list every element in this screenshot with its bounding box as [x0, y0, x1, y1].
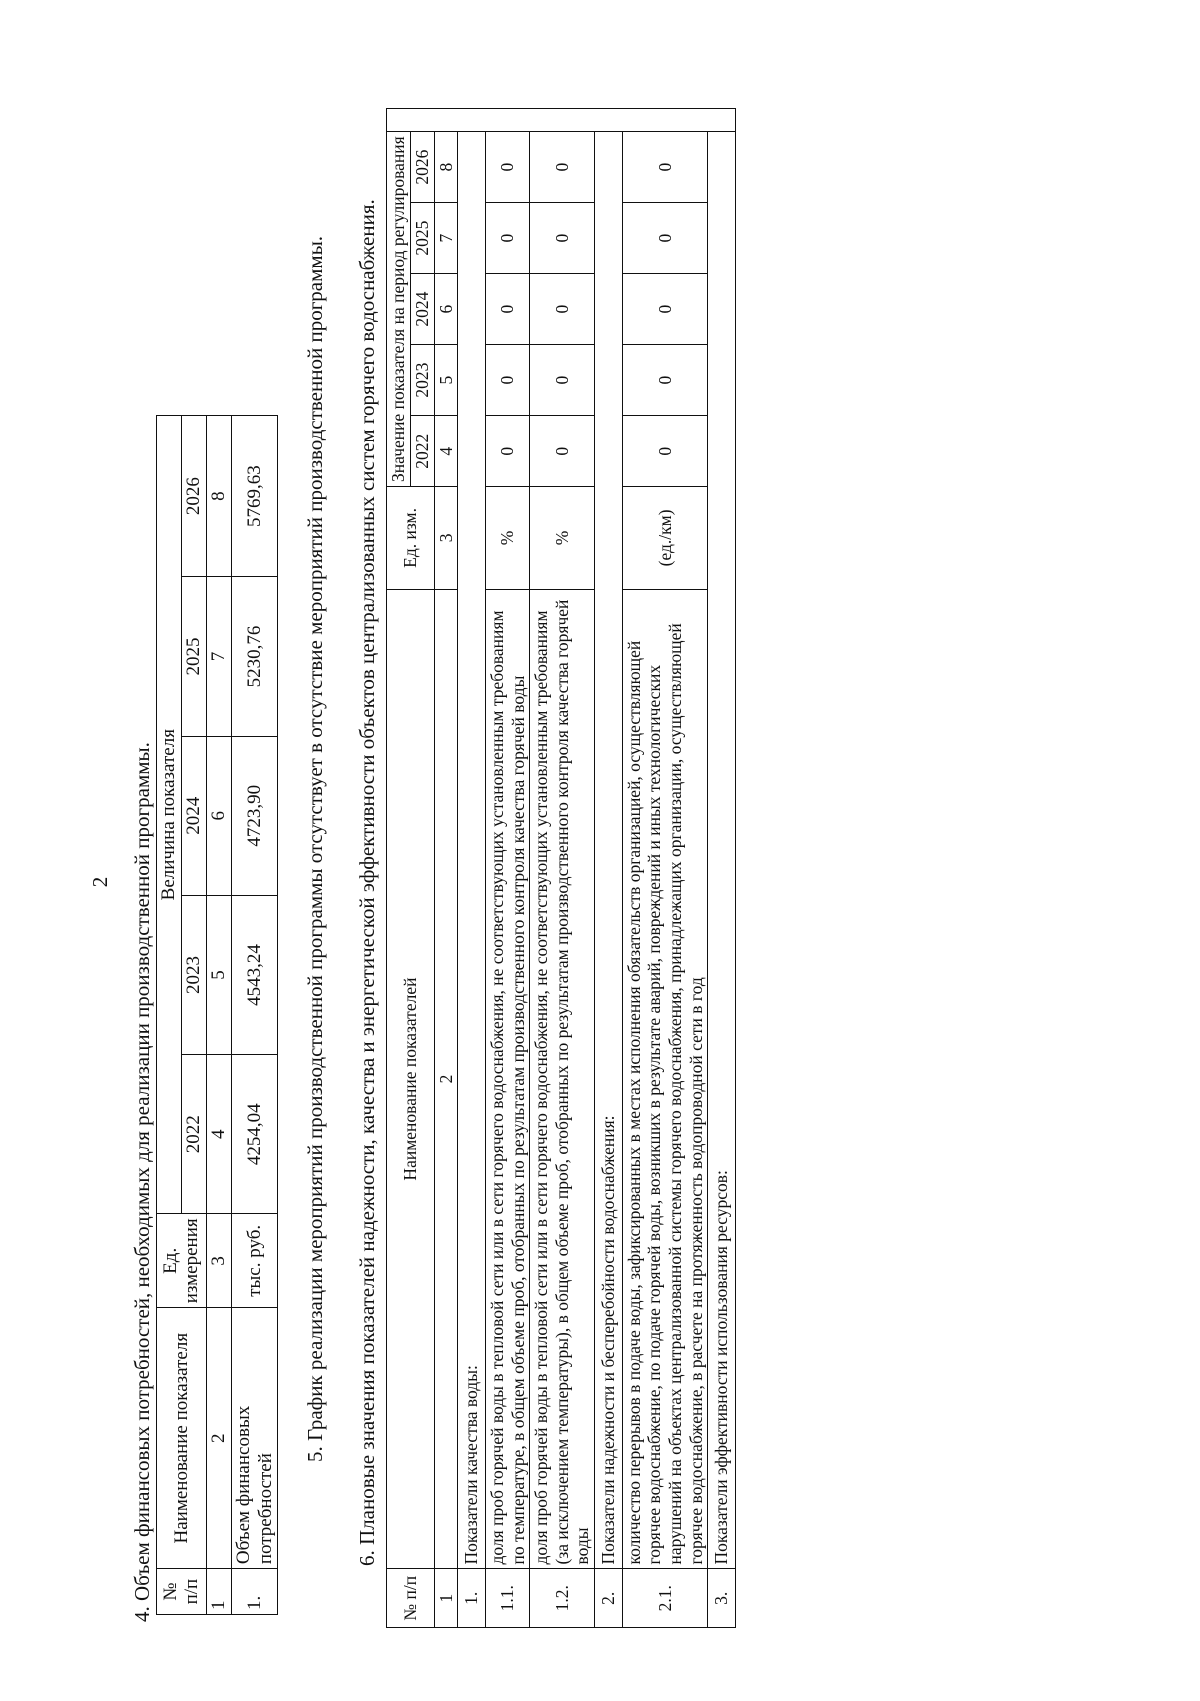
- row-value: 0: [485, 132, 529, 203]
- header-name: Наименование показателя: [157, 1308, 207, 1569]
- row-name: доля проб горячей воды в тепловой сети или в сети горячего водоснабжения, не соответствующих установленным требованиям по температуре, в общем объеме проб, отобранных по результатам производственного контроля качества горячей воды: [485, 589, 529, 1569]
- index-row: [206, 416, 231, 1615]
- header-year: 2026: [411, 132, 435, 203]
- row-value: 0: [485, 203, 529, 274]
- index-cell: 6: [434, 274, 458, 345]
- header-year: 2025: [181, 577, 206, 736]
- index-row: [434, 109, 458, 1628]
- row-value: 0: [485, 345, 529, 416]
- row-num: 1.: [231, 1569, 278, 1615]
- financial-needs-table: [156, 415, 278, 1615]
- section-row: [458, 109, 486, 1628]
- row-value: 5769,63: [231, 416, 278, 577]
- header-unit: Ед. изм.: [387, 487, 434, 589]
- index-cell: 3: [434, 487, 458, 589]
- row-num: 1.1.: [485, 1569, 529, 1628]
- row-value: 0: [530, 132, 595, 203]
- index-cell: 2: [206, 1308, 231, 1569]
- section-row: [708, 109, 736, 1628]
- row-value: 0: [530, 345, 595, 416]
- header-year: 2025: [411, 203, 435, 274]
- row-value: 0: [530, 274, 595, 345]
- row-value: 4254,04: [231, 1055, 278, 1214]
- indicators-table: [386, 108, 736, 1628]
- row-unit: тыс. руб.: [231, 1214, 278, 1308]
- section-title: Показатели надежности и бесперебойности водоснабжения:: [595, 132, 623, 1569]
- page-number: 2: [88, 876, 112, 888]
- index-cell: 6: [206, 736, 231, 895]
- header-values-group: Значение показателя на период регулирования: [387, 132, 411, 487]
- row-value: 0: [485, 416, 529, 487]
- page-content: [130, 110, 1140, 1640]
- index-cell: 5: [434, 345, 458, 416]
- header-year: 2023: [181, 895, 206, 1054]
- index-cell: 8: [434, 132, 458, 203]
- row-num: 2.: [595, 1569, 623, 1628]
- row-num: 1.2.: [530, 1569, 595, 1628]
- row-value: 5230,76: [231, 577, 278, 736]
- section4-title: 4. Объем финансовых потребностей, необходимых для реализации производственной программы.: [130, 742, 154, 1622]
- index-cell: 5: [206, 895, 231, 1054]
- header-unit: Ед. измерения: [157, 1214, 207, 1308]
- table-row: [231, 416, 278, 1615]
- row-value: 4543,24: [231, 895, 278, 1054]
- header-year: 2022: [411, 416, 435, 487]
- row-num: 3.: [708, 1569, 736, 1628]
- index-cell: 7: [206, 577, 231, 736]
- row-value: 0: [485, 274, 529, 345]
- row-unit: %: [530, 487, 595, 589]
- row-value: 0: [530, 416, 595, 487]
- index-cell: 2: [434, 589, 458, 1569]
- index-cell: 1: [434, 1569, 458, 1628]
- table-row: [485, 109, 529, 1628]
- row-value: 0: [622, 274, 708, 345]
- table-row: [622, 109, 708, 1628]
- header-num: № п/п: [387, 1569, 434, 1628]
- right-margin-column: [387, 109, 736, 132]
- index-cell: 3: [206, 1214, 231, 1308]
- table-row: [530, 109, 595, 1628]
- row-num: 1.: [458, 1569, 486, 1628]
- index-cell: 8: [206, 416, 231, 577]
- header-year: 2026: [181, 416, 206, 577]
- row-name: Объем финансовых потребностей: [231, 1308, 278, 1569]
- row-value: 0: [530, 203, 595, 274]
- section6-title: 6. Плановые значения показателей надежности, качества и энергетической эффективности объектов централизованных систем горячего водоснабжения.: [355, 199, 380, 1566]
- row-name: доля проб горячей воды в тепловой сети или в сети горячего водоснабжения, не соответствующих установленным требованиям (за исключением температуры), в общем объеме проб, отобранных по результатам производственного контроля качества горячей воды: [530, 589, 595, 1569]
- header-year: 2024: [411, 274, 435, 345]
- index-cell: 4: [206, 1055, 231, 1214]
- index-cell: 1: [206, 1569, 231, 1615]
- row-value: 4723,90: [231, 736, 278, 895]
- header-num: № п/п: [157, 1569, 207, 1615]
- section-title: Показатели эффективности использования ресурсов:: [708, 132, 736, 1569]
- index-cell: 7: [434, 203, 458, 274]
- section-row: [595, 109, 623, 1628]
- index-cell: 4: [434, 416, 458, 487]
- row-name: количество перерывов в подаче воды, зафиксированных в местах исполнения обязательств организацией, осуществляющей горячее водоснабжение, по подаче горячей воды, возникших в результате аварий, повреждений и иных технологических нарушений на объектах централизованной системы горячего водоснабжения, принадлежащих организации, осуществляющей горячее водоснабжение, в расчете на протяженность водопроводной сети в год: [622, 589, 708, 1569]
- section5-text: 5. График реализации мероприятий производственной программы отсутствует в отсутствие мероприятий производственной программы.: [303, 235, 328, 1462]
- row-value: 0: [622, 203, 708, 274]
- header-year: 2024: [181, 736, 206, 895]
- header-name: Наименование показателей: [387, 589, 434, 1569]
- row-value: 0: [622, 345, 708, 416]
- row-value: 0: [622, 416, 708, 487]
- row-num: 2.1.: [622, 1569, 708, 1628]
- row-unit: (ед./км): [622, 487, 708, 589]
- header-year: 2023: [411, 345, 435, 416]
- section-title: Показатели качества воды:: [458, 132, 486, 1569]
- header-values-group: Величина показателя: [157, 416, 182, 1214]
- header-year: 2022: [181, 1055, 206, 1214]
- row-unit: %: [485, 487, 529, 589]
- row-value: 0: [622, 132, 708, 203]
